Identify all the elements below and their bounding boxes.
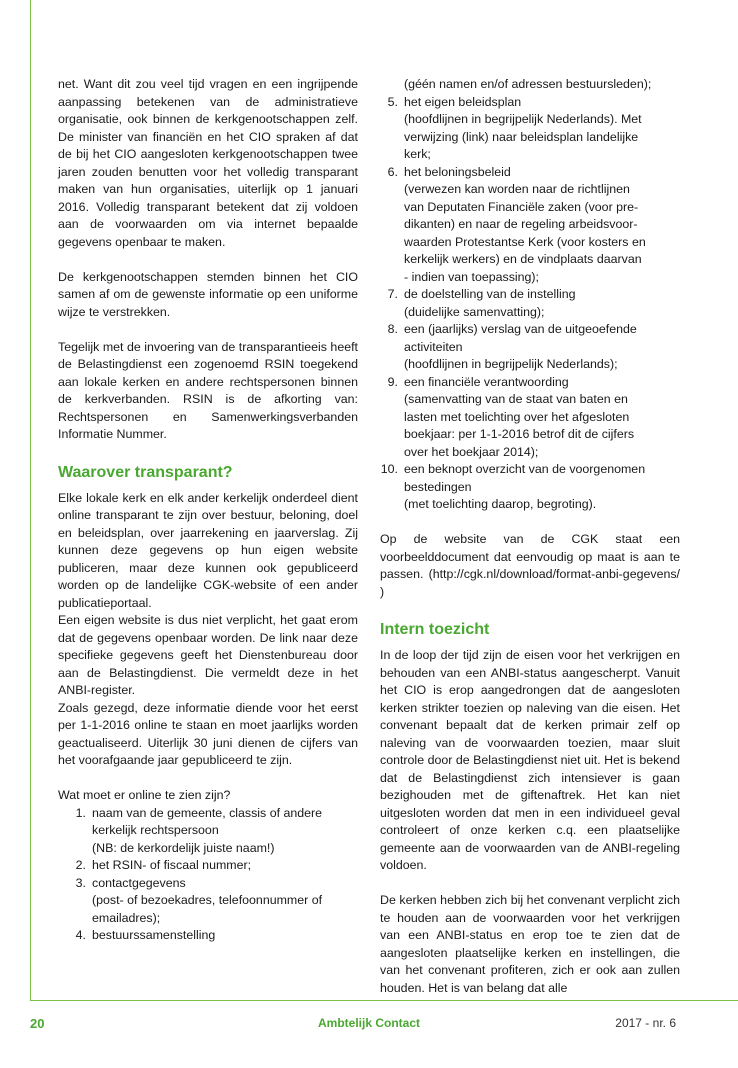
list-number: 8.: [387, 322, 398, 336]
page-footer: [0, 1016, 738, 1036]
list-number: 5.: [387, 94, 398, 109]
paragraph: Elke lokale kerk en elk ander kerkelijk onderdeel dient online transparant te zijn over bestuur, beloning, doel en beleidsplan, over jaarrekening en jaarverslag. Zij kunnen deze gegevens op hun eigen website publiceren, maar deze kunnen ook gepubliceerd worden op de landelijke CGK-website of een ander publicatieportaal.: [58, 490, 358, 610]
list-number: 4.: [75, 928, 86, 942]
paragraph: Op de website van de CGK staat een voorbeelddocument dat eenvoudig op maat is aan te passen. (http://cgk.nl/download/format-anbi-gegevens/ ): [380, 532, 680, 599]
paragraph: De kerken hebben zich bij het convenant verplicht zich te houden aan de voorwaarden voor het verkrijgen van een ANBI-status en erop toe te zien dat de aangesloten plaatselijke kerken en instellingen, die van het convenant profiteren, zich er ook aan zullen houden. Het is van belang dat alle: [380, 893, 680, 995]
list-line: lasten met toelichting over het afgesloten: [404, 409, 630, 424]
list-item: [380, 164, 680, 287]
requirements-list: [58, 805, 358, 945]
list-number: 6.: [387, 164, 398, 179]
list-item: [380, 94, 680, 164]
list-line: activiteiten: [404, 339, 463, 354]
list-line: kerkelijk werkers) en de vindplaats daarvan: [404, 252, 642, 266]
list-line: (met toelichting daarop, begroting).: [404, 497, 597, 511]
list-item: [68, 927, 358, 945]
paragraph: In de loop der tijd zijn de eisen voor het verkrijgen en behouden van een ANBI-status aangescherpt. Vanuit het CIO is erop aangedrongen dat de aangesloten kerken strikter toezien op naleving van die eisen. Het convenant bepaalt dat de kerken primair zelf op naleving van de voorwaarden toezien, maar sluit controle door de Belastingdienst niet uit. Het is bekend dat de Belastingdienst zich intensiever is gaan bezighouden met de giftenaftrek. Het kan niet uitgesloten worden dat men in een individueel geval controleert of onze kerken c.q. een plaatselijke gemeente aan de voorwaarden van de ANBI-regeling voldoen.: [380, 648, 680, 872]
list-item: [380, 461, 680, 514]
list-intro: Wat moet er online te zien zijn?: [58, 788, 231, 802]
list-line: van Deputaten Financiële zaken (voor pre-: [404, 199, 639, 214]
list-number: 2.: [75, 858, 86, 872]
list-line: een (jaarlijks) verslag van de uitgeoefende: [404, 322, 637, 336]
list-line: kerkelijk rechtspersoon: [92, 823, 219, 837]
list-item: [380, 374, 680, 462]
list-line: het beloningsbeleid: [404, 164, 511, 179]
list-line: verwijzing (link) naar beleidsplan landelijke: [404, 129, 639, 144]
list-number: 10.: [380, 462, 398, 476]
list-item: [68, 875, 358, 928]
list-line: - indien van toepassing);: [404, 269, 540, 284]
issue-number: 2017 - nr. 6: [615, 1016, 676, 1030]
list-line: een financiële verantwoording: [404, 374, 569, 389]
list-line: het eigen beleidsplan: [404, 94, 522, 109]
section-heading: Waarover transparant?: [58, 463, 233, 481]
list-line: het RSIN- of fiscaal nummer;: [92, 858, 252, 872]
list-line: (géén namen en/of adressen bestuursleden);: [404, 77, 652, 91]
list-item: [68, 857, 358, 875]
list-line: dikanten) en naar de regeling arbeidsvoor-: [404, 217, 638, 231]
left-column: [58, 76, 358, 945]
list-line: (hoofdlijnen in begrijpelijk Nederlands);: [404, 357, 618, 371]
page-number: 20: [30, 1016, 45, 1031]
paragraph: De kerkgenootschappen stemden binnen het CIO samen af om de gewenste informatie op een uniforme wijze te verstrekken.: [58, 269, 358, 319]
right-column: [380, 76, 680, 997]
list-line: kerk;: [404, 147, 431, 161]
list-number: 1.: [75, 805, 86, 820]
footer-rule: [30, 1000, 738, 1001]
list-line: (verwezen kan worden naar de richtlijnen: [404, 182, 630, 196]
paragraph: net. Want dit zou veel tijd vragen en een ingrijpende aanpassing betekenen van de administratieve organisatie, ook binnen de kerkgenootschappen zelf. De minister van financiën en het CIO spraken af dat de bij het CIO aangesloten kerkgenootschappen twee jaren zouden benutten voor het volledig transparant maken van hun organisaties, uiterlijk op 1 januari 2016. Volledig transparant betekent dat zij voldoen aan de voorwaarden om via internet bepaalde gegevens openbaar te maken.: [58, 77, 358, 249]
section-heading: Intern toezicht: [380, 621, 490, 638]
list-line: over het boekjaar 2014);: [404, 444, 539, 459]
requirements-list-continued: [380, 76, 680, 514]
list-line: de doelstelling van de instelling: [404, 287, 576, 301]
list-line: naam van de gemeente, classis of andere: [92, 805, 323, 820]
list-line: (samenvatting van de staat van baten en: [404, 392, 628, 406]
list-item: [380, 286, 680, 321]
list-line: waarden Protestantse Kerk (voor kosters en: [404, 234, 646, 249]
list-item: [68, 805, 358, 858]
left-margin-rule: [30, 0, 31, 1000]
list-number: 9.: [387, 374, 398, 389]
paragraph: Tegelijk met de invoering van de transparantieeis heeft de Belastingdienst een zogenoemd RSIN toegekend aan lokale kerken en andere rechtspersonen binnen de kerkverbanden. RSIN is de afkorting van: Rechtspersonen en Samenwerkingsverbanden Informatie Nummer.: [58, 339, 358, 441]
paragraph: Een eigen website is dus niet verplicht, het gaat erom dat de gegevens openbaar worden. De link naar deze specifieke gegevens geeft het Dienstenbureau door aan de Belastingdienst. Die vermeldt deze in het ANBI-register.: [58, 613, 358, 697]
list-line: (hoofdlijnen in begrijpelijk Nederlands). Met: [404, 112, 642, 126]
list-line: (post- of bezoekadres, telefoonnummer of: [92, 893, 323, 907]
list-item: [380, 321, 680, 374]
list-line: bestuurssamenstelling: [92, 928, 216, 942]
list-item-continued: [380, 76, 680, 94]
list-number: 7.: [387, 287, 398, 301]
paragraph: Zoals gezegd, deze informatie diende voor het eerst per 1-1-2016 online te staan en moet jaarlijks worden geactualiseerd. Uiterlijk 30 juni dienen de cijfers van het voorafgaande jaar gepubliceerd te zijn.: [58, 700, 358, 767]
list-number: 3.: [75, 875, 86, 890]
list-line: bestedingen: [404, 479, 472, 494]
list-line: emailadres);: [92, 910, 161, 925]
list-line: boekjaar: per 1-1-2016 betrof dit de cijfers: [404, 427, 635, 441]
list-line: een beknopt overzicht van de voorgenomen: [404, 462, 646, 476]
list-line: contactgegevens: [92, 875, 186, 890]
list-line: (NB: de kerkordelijk juiste naam!): [92, 840, 275, 855]
list-line: (duidelijke samenvatting);: [404, 304, 545, 319]
magazine-title: Ambtelijk Contact: [317, 1016, 420, 1030]
